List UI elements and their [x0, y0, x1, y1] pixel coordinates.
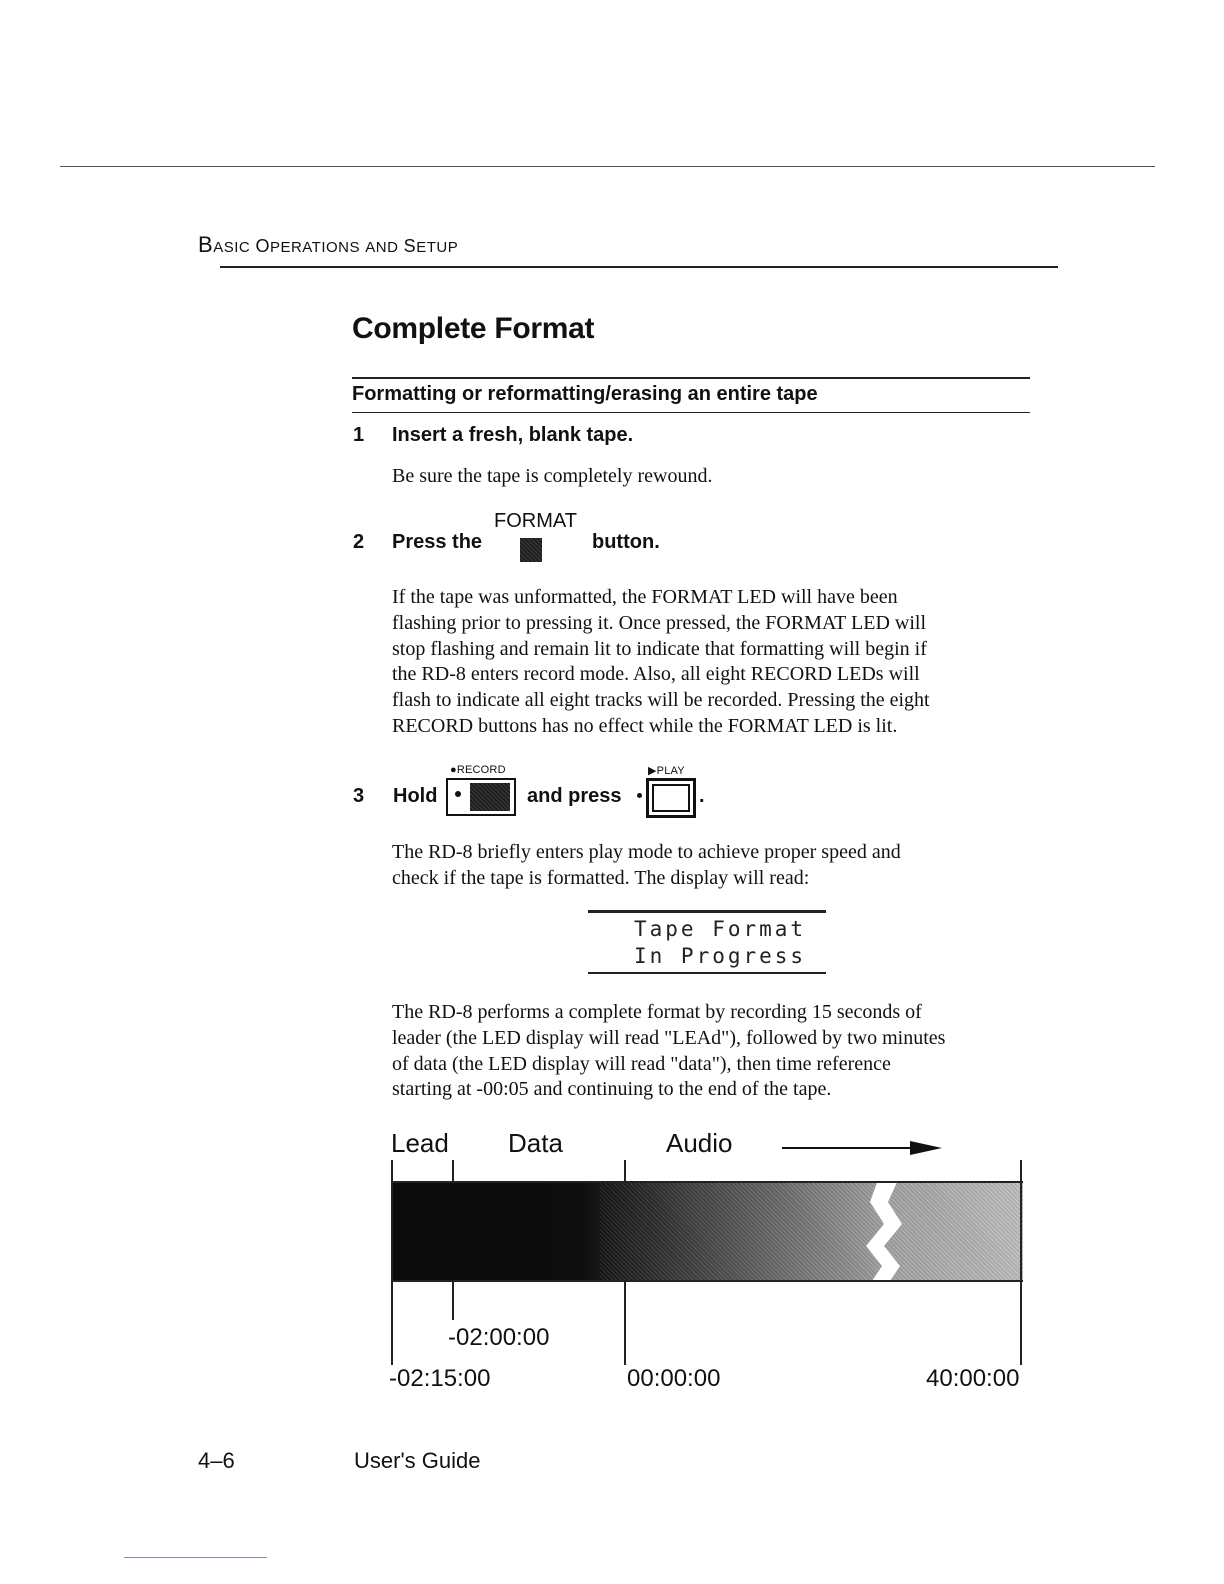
tape-bar-top-edge	[391, 1181, 1023, 1183]
tape-bar-bottom-edge	[391, 1280, 1023, 1282]
lcd-line-1: Tape Format	[634, 917, 807, 941]
arrow-right-icon	[782, 1138, 944, 1158]
running-header: BASIC OPERATIONS AND SETUP	[198, 232, 459, 257]
step-1-instruction: Insert a fresh, blank tape.	[392, 424, 634, 446]
tick-lead-start	[391, 1160, 393, 1365]
play-dot-icon	[637, 793, 642, 798]
tick-data-start	[452, 1160, 454, 1182]
tick-data-start-lower	[452, 1282, 454, 1320]
footer-guide-title: User's Guide	[354, 1448, 481, 1473]
page-title: Complete Format	[352, 312, 595, 345]
diagram-label-lead: Lead	[391, 1128, 449, 1158]
play-button-icon	[646, 778, 696, 818]
record-button-icon	[446, 778, 516, 816]
section-heading: Formatting or reformatting/erasing an entire tape	[352, 383, 818, 405]
format-button-icon	[520, 538, 542, 562]
step-2-body-line: stop flashing and remain lit to indicate that formatting will begin if	[392, 637, 927, 660]
header-rule	[220, 266, 1058, 268]
time-label-end: 40:00:00	[926, 1365, 1020, 1392]
step-3-body-line: The RD-8 briefly enters play mode to achieve proper speed and	[392, 841, 901, 863]
record-button-label: ●RECORD	[450, 764, 506, 776]
format-button-label: FORMAT	[494, 510, 577, 532]
diagram-label-audio: Audio	[666, 1128, 733, 1158]
step-2-instruction-end: button.	[592, 531, 660, 553]
lcd-rule-bottom	[588, 972, 826, 974]
step-3-body-2-line: of data (the LED display will read "data"), then time reference	[392, 1052, 891, 1075]
tape-bar-texture	[600, 1183, 1023, 1281]
record-dot-icon	[455, 791, 461, 797]
step-2-body-line: flash to indicate all eight tracks will be recorded. Pressing the eight	[392, 689, 930, 712]
step-3-hold: Hold	[393, 785, 438, 807]
step-3-body-line: check if the tape is formatted. The display will read:	[392, 866, 810, 889]
time-label-lead-start: -02:15:00	[389, 1365, 491, 1392]
step-2-number: 2	[353, 531, 365, 553]
diagram-label-data: Data	[508, 1128, 563, 1158]
step-2-instruction-start: Press the	[392, 531, 483, 553]
step-2-body-line: If the tape was unformatted, the FORMAT LED will have been	[392, 586, 898, 608]
step-3-number: 3	[353, 785, 365, 807]
section-rule-bottom	[352, 412, 1030, 413]
tape-break-icon	[866, 1180, 912, 1284]
time-label-audio-start: 00:00:00	[627, 1365, 721, 1392]
step-1-number: 1	[353, 424, 365, 446]
section-rule-top	[352, 377, 1030, 379]
page-number: 4–6	[198, 1448, 235, 1473]
tick-audio-start	[624, 1160, 626, 1182]
step-3-body	[392, 840, 901, 892]
time-label-data-start: -02:00:00	[448, 1324, 550, 1351]
tick-end	[1020, 1160, 1022, 1365]
record-button-face	[470, 783, 510, 811]
step-3-body-2	[392, 1000, 945, 1103]
step-2-body-line: RECORD buttons has no effect while the FORMAT LED is lit.	[392, 714, 898, 737]
tick-audio-start-lower	[624, 1282, 626, 1365]
bottom-rule	[124, 1557, 267, 1558]
step-3-body-2-line: The RD-8 performs a complete format by recording 15 seconds of	[392, 1001, 922, 1023]
step-3-body-2-line: leader (the LED display will read "LEAd"), followed by two minutes	[392, 1026, 946, 1049]
step-2-body	[392, 585, 930, 740]
step-1-body: Be sure the tape is completely rewound.	[392, 465, 713, 487]
step-2-body-line: the RD-8 enters record mode. Also, all eight RECORD LEDs will	[392, 663, 920, 686]
step-3-period: .	[699, 785, 705, 807]
step-3-body-2-line: starting at -00:05 and continuing to the end of the tape.	[392, 1078, 832, 1101]
step-3-and-press: and press	[527, 785, 622, 807]
step-2-body-line: flashing prior to pressing it. Once pressed, the FORMAT LED will	[392, 611, 927, 634]
play-button-face	[652, 784, 690, 812]
play-button-label: ▶PLAY	[648, 765, 685, 777]
top-rule	[60, 166, 1155, 167]
lcd-rule-top	[588, 910, 826, 913]
lcd-line-2: In Progress	[634, 944, 807, 968]
